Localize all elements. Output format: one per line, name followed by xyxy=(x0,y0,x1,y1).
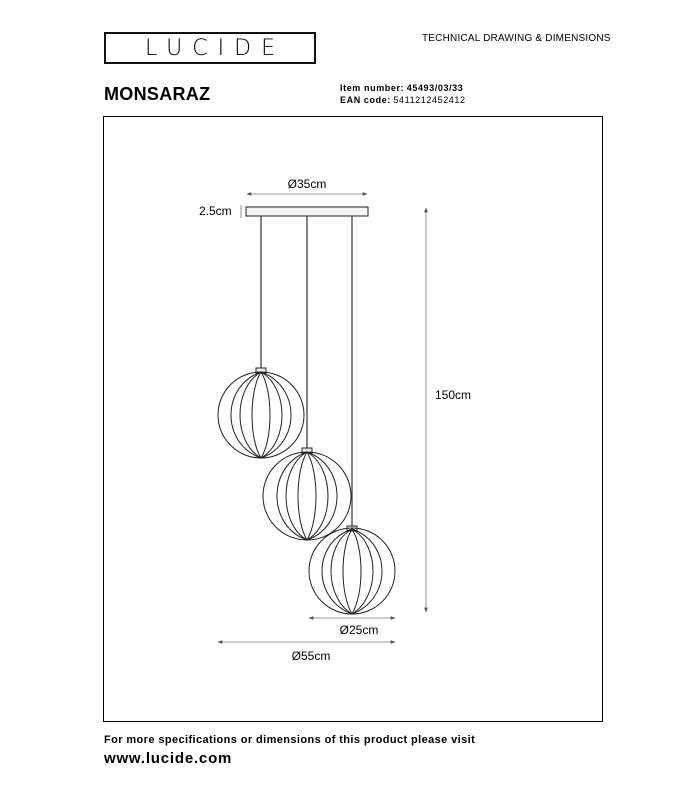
technical-drawing xyxy=(103,116,603,722)
product-meta xyxy=(340,82,466,106)
canopy-height-label: 2.5cm xyxy=(199,204,232,218)
ean-code-value: 5411212452412 xyxy=(393,95,466,105)
footer-note: For more specifications or dimensions of this product please visit xyxy=(104,734,476,746)
shade-diameter-dimension xyxy=(309,618,395,637)
pendant-globe-1 xyxy=(218,368,304,458)
pendant-globe-3 xyxy=(309,526,395,614)
total-width-label: Ø55cm xyxy=(291,649,331,663)
suspension-cords xyxy=(261,216,352,526)
document-type: TECHNICAL DRAWING & DIMENSIONS xyxy=(422,33,611,44)
total-width-dimension xyxy=(218,642,395,663)
brand-logo xyxy=(104,32,316,64)
item-number-label: Item number: xyxy=(340,83,405,93)
brand-logo-text: LUCIDE xyxy=(145,35,285,61)
item-number-row xyxy=(340,82,466,94)
canopy-height-dimension xyxy=(199,204,241,218)
product-name: MONSARAZ xyxy=(104,84,211,104)
canopy-width-dimension xyxy=(247,177,367,194)
total-height-dimension xyxy=(426,208,471,612)
website-link[interactable]: www.lucide.com xyxy=(104,750,233,767)
item-number-value: 45493/03/33 xyxy=(406,83,464,93)
ean-code-row xyxy=(340,94,466,106)
canopy-diameter-label: Ø35cm xyxy=(287,177,327,191)
ean-code-label: EAN code: xyxy=(340,95,391,105)
shade-diameter-label: Ø25cm xyxy=(339,623,379,637)
pendant-globe-2 xyxy=(263,448,351,540)
ceiling-canopy xyxy=(246,207,368,216)
total-height-label: 150cm xyxy=(435,388,472,402)
